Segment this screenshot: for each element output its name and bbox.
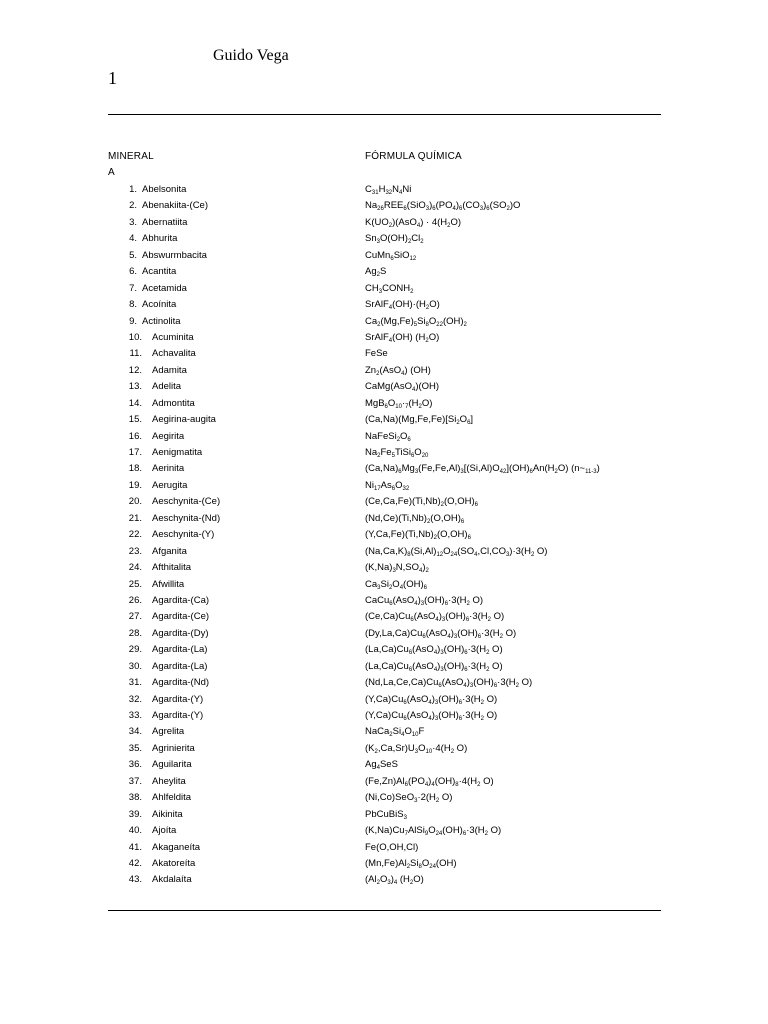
chemical-formula: $(Nd,La,Ce,Ca)Cu_6(AsO_4)_3(OH)_6\cdot 3(H_2$ O) — [365, 677, 533, 690]
mineral-name: Aheylita — [152, 775, 186, 787]
chemical-formula: $SrAlF_4(OH)\cdot(H_2O)$ — [365, 299, 440, 312]
row-number: 27. — [128, 611, 142, 623]
mineral-name: Ahlfeldita — [152, 792, 192, 804]
table-row — [0, 594, 768, 610]
mineral-name: Akaganeíta — [152, 841, 201, 853]
row-number: 7. — [129, 282, 137, 294]
mineral-name: Acuminita — [152, 331, 194, 343]
row-number: 29. — [128, 644, 142, 656]
row-number: 20. — [128, 496, 142, 508]
mineral-name: Agardita-(Dy) — [152, 627, 209, 639]
row-number: 31. — [128, 677, 142, 689]
chemical-formula: SrAlF$_4$(OH) $(H_2O)$ — [365, 331, 440, 344]
row-number: 24. — [128, 562, 142, 574]
row-number: 14. — [128, 397, 142, 409]
chemical-formula: $Ag_4SeS$ — [365, 759, 398, 772]
table-row — [0, 216, 768, 232]
table-row — [0, 857, 768, 873]
row-number: 35. — [128, 742, 142, 754]
table-row — [0, 742, 768, 758]
chemical-formula: $(Ni,Co)SeO_3\cdot 2(H_2$ O) — [365, 792, 453, 805]
chemical-formula: $(K,Na)Cu_7AlSi_9O_{24}(OH)_6\cdot 3(H_2$ O) — [365, 825, 502, 838]
mineral-name: Aegirita — [152, 430, 185, 442]
chemical-formula: $(Dy,La,Ca)Cu_6(AsO_4)_3(OH)_6\cdot 3(H_2$ O) — [365, 627, 517, 640]
row-number: 10. — [128, 331, 142, 343]
mineral-name: Agardita-(La) — [152, 660, 208, 672]
chemical-formula: $NaCa_2Si_4O_{10}F$ — [365, 726, 425, 739]
row-number: 1. — [129, 184, 137, 195]
mineral-name: Acantita — [142, 266, 177, 278]
table-row — [0, 610, 768, 626]
row-number: 34. — [128, 726, 142, 738]
row-number: 8. — [129, 299, 137, 311]
row-number: 41. — [128, 841, 142, 853]
mineral-name: Actinolita — [142, 315, 181, 327]
table-row — [0, 446, 768, 462]
chemical-formula: $Zn_2(AsO_4)$ (OH) — [365, 364, 431, 377]
table-row — [0, 791, 768, 807]
mineral-name: Abhurita — [142, 233, 178, 245]
mineral-name: Aegirina-augita — [152, 414, 216, 426]
mineral-name: Aeschynita-(Ce) — [152, 496, 221, 508]
table-row — [0, 873, 768, 889]
table-row — [0, 397, 768, 413]
row-number: 22. — [128, 529, 142, 541]
row-number: 42. — [128, 857, 142, 869]
mineral-name: Agardita-(Y) — [152, 710, 204, 721]
section-letter: A — [108, 167, 115, 178]
chemical-formula: $(Mn,Fe)Al_2Si_8O_{24}(OH)$ — [365, 857, 457, 870]
table-row — [0, 561, 768, 577]
chemical-formula: $(Ce,Ca,Fe)(Ti,Nb)_2(O,OH)_6$ — [365, 496, 478, 509]
row-number: 25. — [128, 578, 142, 590]
mineral-name: Akatoreíta — [152, 857, 196, 869]
mineral-list — [0, 183, 768, 890]
row-number: 18. — [128, 463, 142, 475]
table-row — [0, 758, 768, 774]
table-row — [0, 199, 768, 215]
row-number: 6. — [129, 266, 137, 278]
chemical-formula: $Na_{26}REE_6(SiO_3)_6(PO_4)_6(CO_3)_6(SO_2)O$ — [365, 200, 521, 213]
mineral-name: Agardita-(Ce) — [152, 611, 210, 623]
table-row — [0, 282, 768, 298]
mineral-name: Ajoíta — [152, 825, 177, 837]
chemical-formula: Fe(O,OH,Cl) — [365, 841, 419, 853]
table-row — [0, 380, 768, 396]
page-number: 1 — [108, 68, 117, 88]
table-row — [0, 232, 768, 248]
row-number: 9. — [129, 315, 137, 327]
row-number: 32. — [128, 693, 142, 705]
table-row — [0, 578, 768, 594]
chemical-formula: $(K_2,Ca,Sr)U_3O_{10}\cdot 4(H_2$ O) — [365, 742, 468, 755]
chemical-formula: CuMn$_6$SiO$_{12}$ — [365, 249, 417, 262]
chemical-formula: $(Fe,Zn)Al_6(PO_4)_4(OH)_8\cdot 4(H_2$ O) — [365, 775, 494, 788]
table-row — [0, 315, 768, 331]
mineral-name: Afthitalita — [152, 562, 192, 574]
row-number: 30. — [128, 660, 142, 672]
chemical-formula: $(Al_2O_3)_4$ $(H_2O)$ — [365, 874, 424, 887]
chemical-formula: FeSe — [365, 348, 388, 360]
chemical-formula: $(K,Na)_3N,SO_4)_2$ — [365, 562, 429, 575]
mineral-name: Afganita — [152, 545, 187, 557]
chemical-formula: $CaCu_6(AsO_4)_3(OH)_6\cdot 3(H_2$ O) — [365, 594, 484, 607]
table-row — [0, 413, 768, 429]
row-number: 26. — [128, 594, 142, 606]
table-row — [0, 725, 768, 741]
table-row — [0, 643, 768, 659]
chemical-formula: $(Ca,Na)_6Mg_3(Fe,Fe,Al)_3[(Si,Al)O_{42}](OH)_6An(H_2O)$ $(n\sim_{11-3})$ — [365, 463, 600, 476]
chemical-formula: PbCuBiS$_3$ — [365, 808, 407, 821]
row-number: 37. — [128, 775, 142, 787]
mineral-name: Adelita — [152, 381, 182, 393]
table-row — [0, 430, 768, 446]
chemical-formula: $Sn_3O(OH)_2Cl_2$ — [365, 233, 424, 246]
mineral-name: Acetamida — [142, 282, 187, 294]
row-number: 39. — [128, 808, 142, 820]
row-number: 33. — [128, 710, 142, 721]
table-row — [0, 676, 768, 692]
row-number: 16. — [128, 430, 142, 442]
chemical-formula: $(Y,Ca,Fe)(Ti,Nb)_2(O,OH)_6$ — [365, 529, 471, 542]
row-number: 43. — [128, 874, 142, 886]
chemical-formula: $(Ca,Na)(Mg,Fe,Fe)[Si_2O_6]$ — [365, 414, 474, 427]
table-row — [0, 824, 768, 840]
chemical-formula: $(Na,Ca,K)_8(Si,Al)_{12}O_{24}(SO_4,Cl,CO_3)\cdot 3(H_2$ O) — [365, 545, 548, 558]
chemical-formula: CaMg(AsO$_4$)(OH) — [365, 381, 440, 394]
chemical-formula: $K(UO_2)(AsO_4) \cdot 4(H_2O)$ — [365, 216, 462, 229]
row-number: 38. — [128, 792, 142, 804]
mineral-name: Agardita-(La) — [152, 644, 208, 656]
chemical-formula: $(Y,Ca)Cu_6(AsO_4)_3(OH)_6\cdot 3(H_2$ O) — [365, 693, 498, 706]
mineral-name: Aeschynita-(Y) — [152, 529, 215, 541]
bottom-rule — [108, 910, 661, 911]
mineral-name: Agardita-(Ca) — [152, 594, 210, 606]
chemical-formula: $(La,Ca)Cu_6(AsO_4)_3(OH)_6\cdot 3(H_2$ O) — [365, 660, 503, 673]
row-number: 21. — [128, 512, 142, 524]
chemical-formula: $(Y,Ca)Cu_6(AsO_4)_3(OH)_6\cdot 3(H_2$ O) — [365, 710, 498, 722]
table-row — [0, 841, 768, 857]
chemical-formula: $C_{31}H_{32}N_4Ni$ — [365, 184, 412, 196]
mineral-name: Afwillita — [152, 578, 185, 590]
table-row — [0, 512, 768, 528]
formula-column-header: FÓRMULA QUÍMICA — [365, 151, 462, 162]
mineral-name: Abelsonita — [142, 184, 187, 195]
mineral-name: Acoínita — [142, 299, 177, 311]
table-row — [0, 462, 768, 478]
chemical-formula: $Na_2Fe_5TiSi_6O_{20}$ — [365, 447, 429, 459]
row-number: 4. — [129, 233, 137, 245]
table-row — [0, 775, 768, 791]
mineral-name: Abenakiita-(Ce) — [142, 200, 208, 212]
chemical-formula: $(La,Ca)Cu_6(AsO_4)_3(OH)_6\cdot 3(H_2$ O) — [365, 644, 503, 657]
table-row — [0, 545, 768, 561]
row-number: 15. — [128, 414, 142, 426]
table-row — [0, 808, 768, 824]
table-row — [0, 265, 768, 281]
table-row — [0, 495, 768, 511]
table-row — [0, 693, 768, 709]
mineral-column-header: MINERAL — [108, 151, 154, 162]
table-row — [0, 331, 768, 347]
mineral-name: Aerinita — [152, 463, 185, 475]
chemical-formula: $(Ce,Ca)Cu_6(AsO_4)_3(OH)_6\cdot 3(H_2$ O) — [365, 611, 505, 624]
mineral-name: Abernatiita — [142, 216, 188, 228]
table-row — [0, 249, 768, 265]
chemical-formula: $(Nd,Ce)(Ti,Nb)_2(O,OH)_6$ — [365, 512, 465, 525]
mineral-name: Agrelita — [152, 726, 185, 738]
row-number: 13. — [128, 381, 142, 393]
chemical-formula: $Ca_3Si_2O_4(OH)_6$ — [365, 578, 427, 591]
row-number: 36. — [128, 759, 142, 771]
mineral-name: Agrinierita — [152, 742, 195, 754]
table-row — [0, 660, 768, 676]
author-name: Guido Vega — [213, 47, 289, 64]
row-number: 11. — [129, 348, 142, 360]
row-number: 23. — [128, 545, 142, 557]
row-number: 12. — [128, 364, 142, 376]
row-number: 19. — [128, 479, 142, 491]
chemical-formula: $MgB_6O_{10}\cdot_7(H_2O)$ — [365, 397, 433, 410]
row-number: 17. — [128, 447, 142, 458]
mineral-name: Agardita-(Nd) — [152, 677, 210, 689]
top-rule — [108, 114, 661, 115]
mineral-name: Achavalita — [152, 348, 196, 360]
mineral-name: Agardita-(Y) — [152, 693, 204, 705]
mineral-name: Aerugita — [152, 479, 188, 491]
table-row — [0, 298, 768, 314]
chemical-formula: $CH_3CONH_2$ — [365, 282, 414, 295]
chemical-formula: $Ag_2S$ — [365, 266, 387, 279]
table-row — [0, 479, 768, 495]
mineral-name: Akdalaíta — [152, 874, 192, 886]
mineral-name: Admontita — [152, 397, 195, 409]
table-row — [0, 627, 768, 643]
mineral-name: Aikinita — [152, 808, 183, 820]
row-number: 5. — [129, 249, 137, 261]
table-row — [0, 364, 768, 380]
row-number: 28. — [128, 627, 142, 639]
mineral-name: Adamita — [152, 364, 187, 376]
mineral-name: Aguilarita — [152, 759, 192, 771]
chemical-formula: $Ni_{17}As_6O_{32}$ — [365, 479, 410, 492]
row-number: 40. — [128, 825, 142, 837]
table-row — [0, 528, 768, 544]
mineral-name: Abswurmbacita — [142, 249, 207, 261]
chemical-formula: $NaFeSi_2O_6$ — [365, 430, 411, 443]
row-number: 2. — [129, 200, 137, 212]
table-row — [0, 183, 768, 199]
mineral-name: Aenigmatita — [152, 447, 203, 458]
mineral-name: Aeschynita-(Nd) — [152, 512, 221, 524]
table-row — [0, 347, 768, 363]
row-number: 3. — [129, 216, 137, 228]
table-row — [0, 709, 768, 725]
chemical-formula: $Ca_2(Mg,Fe)_5Si_8O_{22}(OH)_2$ — [365, 315, 467, 328]
